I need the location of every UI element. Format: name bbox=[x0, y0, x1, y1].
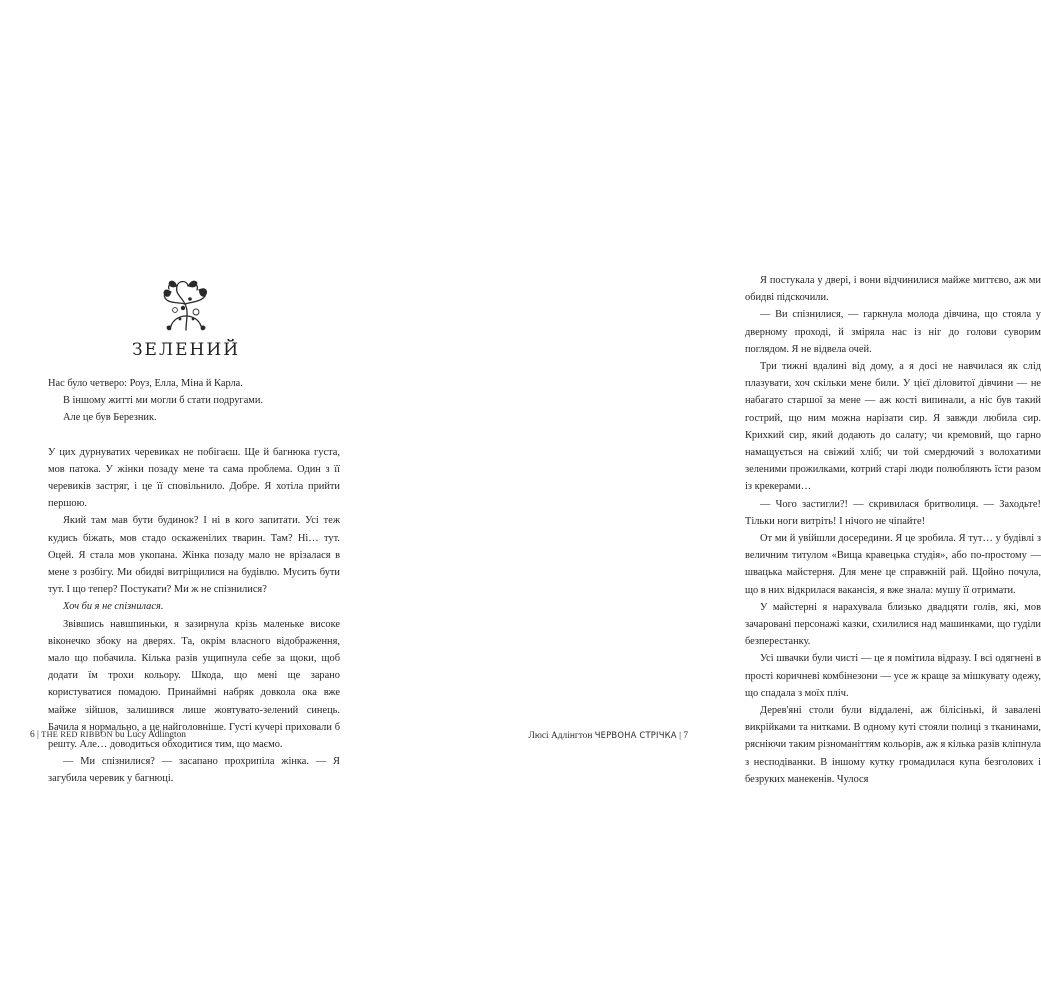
book-title: THE RED RIBBON bbox=[41, 730, 113, 739]
author-name: Люсі Адлінгтон bbox=[528, 731, 593, 741]
floral-ornament-icon bbox=[155, 272, 217, 334]
paragraph: — Ви спізнилися, — гаркнула молода дівчина, що стояла у дверному проході, й зміряла нас із ніг до голови суворим поглядом. Я не відвела очей. bbox=[745, 309, 1041, 355]
paragraph: Дерев'яні столи були віддалені, аж білісінькі, й завалені викрійками та нитками. В одному куті стояли полиці з тканинами, рясніючи таким різноманіттям кольорів, аж я кілька разів кліпнула з несподіванки. В іншому кутку громадилася купа безголових і безруких манекенів. Чулося bbox=[745, 705, 1041, 785]
right-running-footer bbox=[529, 730, 688, 741]
book-title: ЧЕРВОНА СТРІЧКА bbox=[594, 730, 677, 740]
paragraph: Усі швачки були чисті — це я помітила відразу. І всі одягнені в прості коричневі комбінезони — усе ж краще за мішкувату одежу, що спадала з моїх пліч. bbox=[745, 653, 1041, 699]
paragraph: Хоч би я не спізнилася. bbox=[63, 601, 164, 613]
left-page bbox=[0, 0, 360, 1000]
paragraph: Я постукала у двері, і вони відчинилися майже миттєво, аж ми обидві підскочили. bbox=[745, 275, 1041, 304]
footer-separator: | bbox=[679, 731, 681, 741]
page-number: 7 bbox=[683, 731, 688, 741]
paragraph: В іншому житті ми могли б стати подругами. bbox=[63, 395, 264, 407]
paragraph: — Ми спізнилися? — засапано прохрипіла жінка. — Я загубила черевик у багнюці. bbox=[48, 756, 340, 785]
paragraph: Але це був Березник. bbox=[63, 412, 157, 424]
left-page-text bbox=[48, 375, 340, 788]
paragraph: Три тижні вдалині від дому, а я досі не навчилася як слід плазувати, хоч скільки мене били. У цієї діловитої дівчини — не набагато старшої за мене — аж кості випинали, а ніс був такий гострий, що ним можна нарізати сир. Я завжди любила сир. Крихкий сир, який додають до салату; чи кремовий, що гарно намащується на свіжий хліб; чи той смердючий з волохатими зеленими прожилками, котрий старі люди полюбляють їсти разом із крекерами… bbox=[745, 361, 1041, 493]
right-page-text bbox=[745, 272, 1041, 788]
paragraph: От ми й увійшли досередини. Я це зробила. Я тут… у будівлі з величним титулом «Вища кравецька студія», або по-простому — швацька майстерня. Для мене це справжній рай. Щойно почула, що в них відкрилася вакансія, я вже знала: мушу її отримати. bbox=[745, 533, 1041, 596]
left-running-footer bbox=[30, 730, 186, 740]
paragraph: У майстерні я нарахувала близько двадцяти голів, які, мов зачаровані персонажі казки, схилилися над машинками, що гуділи безперестанку. bbox=[745, 601, 1041, 648]
byline: bu bbox=[115, 730, 125, 740]
paragraph: У цих дурнуватих черевиках не побігаєш. Ще й багнюка густа, мов патока. У жінки позаду мене та сама проблема. Один з її черевиків застряг, і це її сповільнило. Добре. Я хотіла прийти першою. bbox=[48, 446, 340, 510]
paragraph: Який там мав бути будинок? І ні в кого запитати. Усі теж кудись біжать, мов стадо оскаженілих тварин. Там? Ні… тут. Оцей. Я стала мов укопана. Жінка позаду мало не врізалася в мене з розбігу. Ми обидві витріщилися на будівлю. Мусить бути тут. І що тепер? Постукати? Ми ж не спізнилися? bbox=[48, 515, 340, 596]
paragraph: Нас було четверо: Роуз, Елла, Міна й Карла. bbox=[48, 378, 243, 389]
right-page bbox=[360, 0, 1041, 1000]
paragraph: — Чого застигли?! — скривилася бритволиця. — Заходьте! Тільки ноги витріть! І нічого не чіпайте! bbox=[745, 498, 1041, 527]
author-name: Lucy Adlington bbox=[126, 730, 186, 740]
page-number: 6 bbox=[30, 730, 35, 740]
chapter-title: ЗЕЛЕНИЙ bbox=[131, 340, 241, 360]
footer-separator: | bbox=[37, 730, 39, 740]
paragraph: Звівшись навшпиньки, я зазирнула крізь маленьке високе віконечко збоку на дверях. Та, окрім власного відображення, мало що побачила. Кілька разів ущипнула себе за щоки, щоб додати їм трохи кольору. Шкода, що мені ще зарано користуватися помадою. Принаймні набряк довкола ока вже майже зійшов, залишився лише жовтувато-зелений синець. Бачила я нормально, а це найголовніше. Густі кучері приховали б решту. Але… доводиться обходитися тим, що маємо. bbox=[48, 618, 340, 751]
